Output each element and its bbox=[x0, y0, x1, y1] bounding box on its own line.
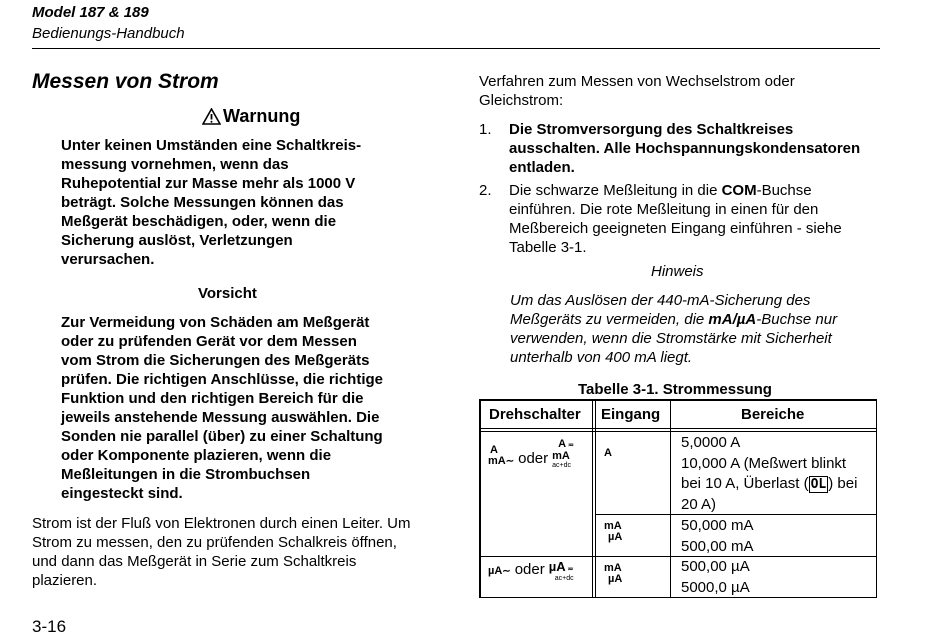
warning-triangle-icon bbox=[202, 108, 221, 125]
amp-symbol: A bbox=[558, 438, 567, 450]
milliamp-symbol: mA bbox=[552, 450, 570, 462]
current-intro-paragraph: Strom ist der Fluß von Elektronen durch einen Leiter. Um Strom zu messen, den zu prüfenden Schalkreis öffnen, und dann das Meßgerät in Serie zum Schaltkreis plazieren. bbox=[32, 515, 411, 589]
procedure-intro: Verfahren zum Messen von Wechselstrom oder Gleichstrom: bbox=[479, 73, 795, 109]
oder-label: oder bbox=[514, 561, 545, 578]
step-1: 1. Die Stromversorgung des Schaltkreises ausschalten. Alle Hochspannungskondensatoren entladen. bbox=[479, 121, 861, 176]
current-measurement-table bbox=[479, 399, 877, 598]
note-text: Um das Auslösen der 440-mA-Sicherung des Meßgeräts zu vermeiden, die mA/µA-Buchse nur verwenden, wenn die Stromstärke mit Sicherheit unterhalb von 400 mA liegt. bbox=[510, 292, 838, 366]
ranges-a: 5,0000 A 10,000 A (Meßwert blinkt bei 10 A, Überlast ( OL ) bei 20 A) bbox=[681, 434, 858, 513]
input-a: A bbox=[604, 447, 612, 459]
ac-dc-label: ac+dc bbox=[552, 462, 572, 469]
section-title: Messen von Strom bbox=[32, 70, 219, 93]
caution-text: Zur Vermeidung von Schäden am Meßgerät oder zu prüfenden Gerät vor dem Messen vom Strom die Sicherungen des Meßgeräts prüfen. Die richtigen Anschlüsse, die richtige Funktion und den richtigen Bereich für die jeweils anstehende Messung auswählen. Die Sonden nie parallel (über) zu einer Schaltung oder Komponente plazieren, wenn die Meßleitungen in die Strombuchsen eingesteckt sind. bbox=[61, 314, 384, 502]
oder-label: oder bbox=[518, 450, 549, 467]
note-title: Hinweis bbox=[651, 263, 704, 280]
step-2: 2. Die schwarze Meßleitung in die COM-Buchse einführen. Die rote Meßleitung in einen für den Meßbereich geeigneten Eingang einführen - siehe Tabelle 3-1. bbox=[479, 182, 842, 256]
caution-title: Vorsicht bbox=[198, 285, 257, 302]
ranges-ua: 500,00 µA 5000,0 µA bbox=[681, 558, 750, 596]
input-ma-ua: mA µA bbox=[604, 520, 623, 543]
warning-text: Unter keinen Umständen eine Schaltkreis- messung vornehmen, wenn das Ruhepotential zur Masse mehr als 1000 V beträgt. Solche Messungen können das Meßgerät beschädigen, oder, wenn die Sicherung auslöst, Verletzungen verursachen. bbox=[61, 137, 362, 268]
microamp-symbol: µA bbox=[548, 559, 566, 574]
input-ma-ua: mA µA bbox=[604, 562, 623, 585]
table-header-bereiche: Bereiche bbox=[741, 406, 805, 423]
header-divider bbox=[32, 48, 880, 49]
milliamp-symbol: mA bbox=[488, 455, 506, 467]
warning-heading bbox=[202, 106, 300, 127]
ac-wave-icon: ∼ bbox=[502, 566, 511, 577]
ac-wave-icon: ∼ bbox=[505, 456, 515, 467]
step-number: 1. bbox=[479, 121, 492, 138]
switch-position-a-ma bbox=[488, 437, 574, 467]
step-number: 2. bbox=[479, 182, 492, 199]
amp-symbol: A bbox=[490, 444, 498, 456]
overload-indicator: OL bbox=[810, 477, 827, 492]
manual-model: Model 187 & 189 bbox=[32, 4, 149, 21]
warning-title: Warnung bbox=[223, 106, 301, 126]
table-header-drehschalter: Drehschalter bbox=[489, 406, 581, 423]
table-header-eingang: Eingang bbox=[601, 406, 661, 423]
ac-dc-icon: ≂ bbox=[566, 442, 574, 449]
ranges-ma: 50,000 mA 500,00 mA bbox=[681, 517, 754, 555]
ac-dc-icon: ≂ bbox=[565, 566, 574, 573]
table-caption: Tabelle 3-1. Strommessung bbox=[578, 381, 772, 398]
ac-dc-label: ac+dc bbox=[554, 575, 574, 582]
microamp-symbol: µA bbox=[488, 565, 503, 577]
switch-position-ua bbox=[488, 561, 574, 582]
manual-subtitle: Bedienungs-Handbuch bbox=[32, 25, 185, 42]
page-number: 3-16 bbox=[32, 617, 67, 636]
